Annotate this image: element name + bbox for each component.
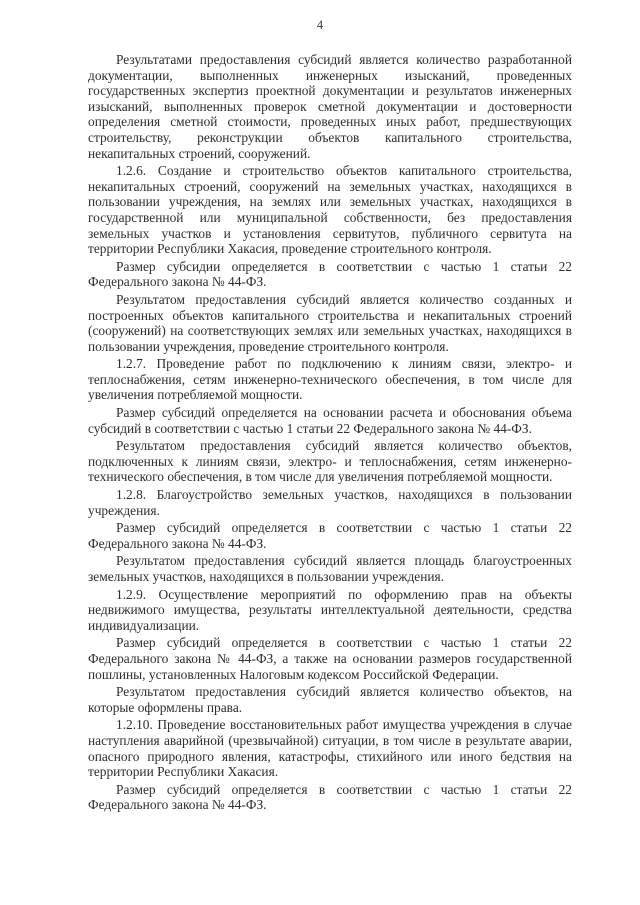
paragraph-1-2-10: 1.2.10. Проведение восстановительных работ имущества учреждения в случае наступления аварийной (чрезвычайной) ситуации, в том числе в результате аварии, опасного природного явления, катастрофы, стихийного или иного бедствия на территории Республики Хакасия. — [88, 717, 572, 780]
paragraph-subsidy-size: Размер субсидии определяется в соответствии с частью 1 статьи 22 Федерального закона № 44-ФЗ. — [88, 258, 572, 290]
paragraph-subsidy-result: Результатом предоставления субсидий является площадь благоустроенных земельных участков, находящихся в пользовании учреждения. — [88, 553, 572, 584]
paragraph-subsidy-result: Результатом предоставления субсидий является количество объектов, на которые оформлены права. — [88, 684, 572, 715]
paragraph-1-2-8: 1.2.8. Благоустройство земельных участков, находящихся в пользовании учреждения. — [88, 487, 572, 518]
paragraph-1-2-6: 1.2.6. Создание и строительство объектов капитального строительства, некапитальных строений, сооружений на земельных участках, находящихся в пользовании учреждения, на землях или земельных участках, находящихся в государственной или муниципальной собственности, без предоставления земельных участков и установления сервитутов, публичного сервитута на территории Республики Хакасия, проведение строительного контроля. — [88, 163, 572, 257]
page-number: 4 — [316, 18, 324, 32]
paragraph-subsidy-size: Размер субсидий определяется на основании расчета и обоснования объема субсидий в соответствии с частью 1 статьи 22 Федерального закона № 44-ФЗ. — [88, 405, 572, 436]
paragraph-1-2-9: 1.2.9. Осуществление мероприятий по оформлению прав на объекты недвижимого имущества, результаты интеллектуальной деятельности, средства индивидуализации. — [88, 586, 572, 633]
paragraph-subsidy-result: Результатом предоставления субсидий является количество созданных и построенных объектов капитального строительства и некапитальных строений (сооружений) на соответствующих землях или земельных участках, находящихся в пользовании учреждения, проведение строительного контроля. — [88, 291, 572, 354]
paragraph-1-2-7: 1.2.7. Проведение работ по подключению к линиям связи, электро- и теплоснабжения, сетям инженерно-технического обеспечения, в том числе для увеличения потребляемой мощности. — [88, 356, 572, 403]
document-body — [88, 52, 572, 815]
paragraph-subsidy-size: Размер субсидий определяется в соответствии с частью 1 статьи 22 Федерального закона № 44-ФЗ. — [88, 781, 572, 813]
paragraph-results-design-documentation: Результатами предоставления субсидий является количество разработанной документации, выполненных инженерных изысканий, проведенных государственных экспертиз проектной документации и результатов инженерных изысканий, выполненных проверок сметной документации и достоверности определения сметной стоимости, проведенных иных работ, предшествующих строительству, реконструкции объектов капитального строительства, некапитальных строений, сооружений. — [88, 52, 572, 161]
paragraph-subsidy-size: Размер субсидий определяется в соответствии с частью 1 статьи 22 Федерального закона № 44-ФЗ, а также на основании размеров государственной пошлины, установленных Налоговым кодексом Российской Федерации. — [88, 635, 572, 682]
paragraph-subsidy-size: Размер субсидий определяется в соответствии с частью 1 статьи 22 Федерального закона № 44-ФЗ. — [88, 520, 572, 551]
paragraph-subsidy-result: Результатом предоставления субсидий является количество объектов, подключенных к линиям связи, электро- и теплоснабжения, сетям инженерно-технического обеспечения, в том числе для увеличения потребляемой мощности. — [88, 438, 572, 485]
